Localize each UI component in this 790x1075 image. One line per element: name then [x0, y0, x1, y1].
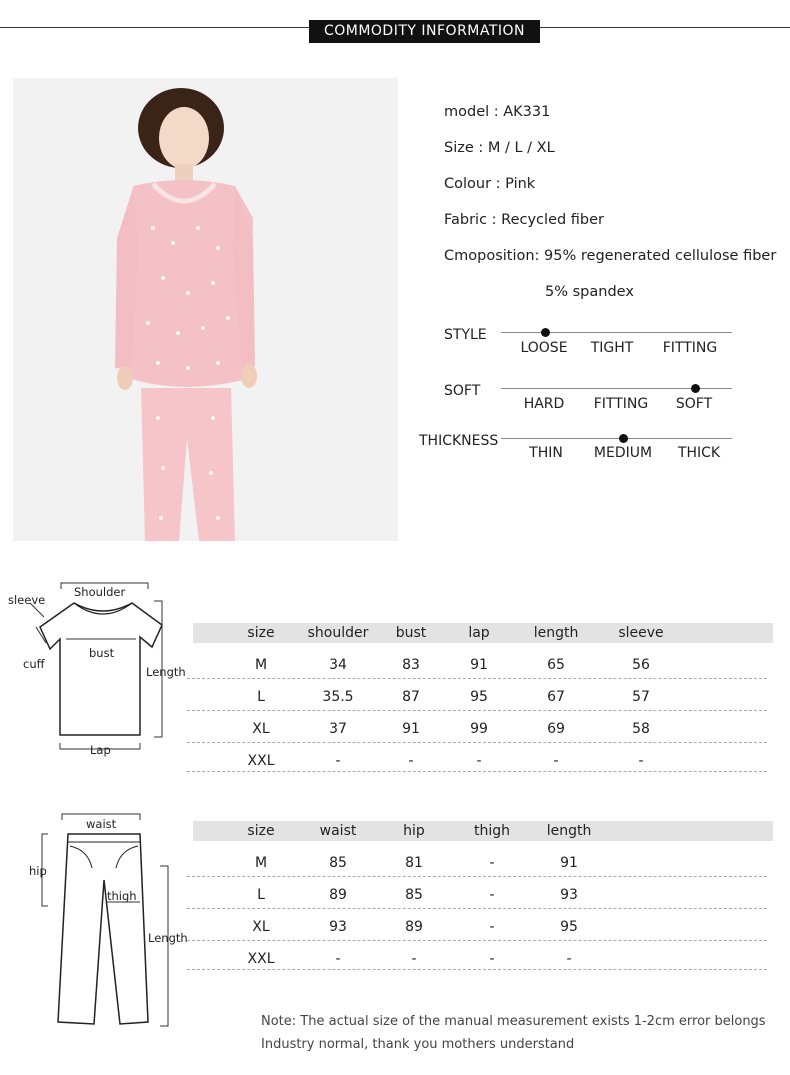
table-cell: M: [254, 855, 268, 871]
info-size: Size : M / L / XL: [444, 140, 555, 156]
column-header: thigh: [473, 823, 511, 839]
scale-label: STYLE: [444, 327, 487, 343]
column-header: hip: [403, 823, 425, 839]
table-cell: -: [411, 951, 417, 967]
table-cell: -: [489, 855, 495, 871]
table-cell: -: [335, 951, 341, 967]
table-cell: 58: [632, 721, 650, 737]
table-cell: -: [408, 753, 414, 769]
label-length: Length: [148, 931, 188, 945]
table-cell: L: [257, 887, 265, 903]
table-cell: 35.5: [322, 689, 354, 705]
scale-line: [501, 332, 732, 333]
label-lap: Lap: [90, 743, 111, 757]
table-cell: 91: [560, 855, 578, 871]
table-cell: L: [257, 689, 265, 705]
table-cell: XL: [252, 919, 270, 935]
row-divider: [187, 969, 767, 970]
table-cell: 83: [402, 657, 420, 673]
scale-indicator: [541, 328, 550, 337]
row-divider: [187, 940, 767, 941]
table-cell: 89: [405, 919, 423, 935]
model-illustration: [13, 78, 398, 541]
column-header: lap: [468, 625, 490, 641]
info-composition-2: 5% spandex: [545, 284, 634, 300]
info-model: model : AK331: [444, 104, 551, 120]
table-cell: -: [638, 753, 644, 769]
table-cell: -: [566, 951, 572, 967]
section-title: COMMODITY INFORMATION: [309, 20, 540, 43]
table-cell: 65: [547, 657, 565, 673]
table-cell: 93: [560, 887, 578, 903]
row-divider: [187, 876, 767, 877]
label-sleeve: sleeve: [8, 593, 46, 607]
table-cell: -: [335, 753, 341, 769]
scale-option: LOOSE: [520, 340, 568, 356]
row-divider: [187, 771, 767, 772]
table-cell: 69: [547, 721, 565, 737]
column-header: size: [247, 823, 275, 839]
table-cell: 91: [402, 721, 420, 737]
column-header: size: [247, 625, 275, 641]
table-cell: 85: [405, 887, 423, 903]
table-cell: 93: [329, 919, 347, 935]
table-cell: -: [489, 887, 495, 903]
scale-indicator: [691, 384, 700, 393]
table-cell: 91: [470, 657, 488, 673]
column-header: waist: [319, 823, 357, 839]
label-length: Length: [146, 665, 186, 679]
table-cell: -: [553, 753, 559, 769]
scale-option: THICK: [677, 445, 721, 461]
column-header: bust: [395, 625, 427, 641]
label-waist: waist: [86, 817, 117, 831]
table-cell: XL: [252, 721, 270, 737]
table-cell: 95: [560, 919, 578, 935]
table-cell: -: [489, 919, 495, 935]
scale-option: FITTING: [662, 340, 718, 356]
product-photo: [13, 78, 398, 541]
row-divider: [187, 908, 767, 909]
scale-option: FITTING: [593, 396, 649, 412]
scale-option: MEDIUM: [593, 445, 653, 461]
scale-label: THICKNESS: [419, 433, 499, 449]
column-header: length: [546, 823, 592, 839]
row-divider: [187, 710, 767, 711]
table-cell: 34: [329, 657, 347, 673]
column-header: length: [533, 625, 579, 641]
table-cell: 85: [329, 855, 347, 871]
column-header: sleeve: [618, 625, 664, 641]
scale-line: [501, 438, 732, 439]
scale-label: SOFT: [444, 383, 481, 399]
table-cell: XXL: [247, 753, 275, 769]
scale-option: TIGHT: [590, 340, 634, 356]
info-fabric: Fabric : Recycled fiber: [444, 212, 605, 228]
scale-option: HARD: [523, 396, 565, 412]
table-cell: 87: [402, 689, 420, 705]
label-thigh: thigh: [107, 889, 137, 903]
row-divider: [187, 742, 767, 743]
info-composition: Cmoposition: 95% regenerated cellulose fiber: [444, 248, 777, 264]
table-cell: 99: [470, 721, 488, 737]
table-cell: 89: [329, 887, 347, 903]
column-header: shoulder: [307, 625, 369, 641]
table-cell: 95: [470, 689, 488, 705]
label-shoulder: Shoulder: [74, 585, 126, 599]
scale-option: SOFT: [675, 396, 713, 412]
label-bust: bust: [89, 646, 115, 660]
label-cuff: cuff: [23, 657, 45, 671]
table-cell: 81: [405, 855, 423, 871]
scale-option: THIN: [529, 445, 563, 461]
table-cell: 57: [632, 689, 650, 705]
table-cell: -: [476, 753, 482, 769]
row-divider: [187, 678, 767, 679]
measurement-note-line-2: Industry normal, thank you mothers understand: [261, 1037, 575, 1052]
table-cell: -: [489, 951, 495, 967]
label-hip: hip: [29, 864, 47, 878]
table-cell: M: [254, 657, 268, 673]
table-cell: 56: [632, 657, 650, 673]
table-cell: 37: [329, 721, 347, 737]
scale-indicator: [619, 434, 628, 443]
info-colour: Colour : Pink: [444, 176, 536, 192]
measurement-note-line-1: Note: The actual size of the manual measurement exists 1-2cm error belongs: [261, 1014, 766, 1029]
pants-icon: [0, 810, 195, 1035]
table-cell: XXL: [247, 951, 275, 967]
table-cell: 67: [547, 689, 565, 705]
